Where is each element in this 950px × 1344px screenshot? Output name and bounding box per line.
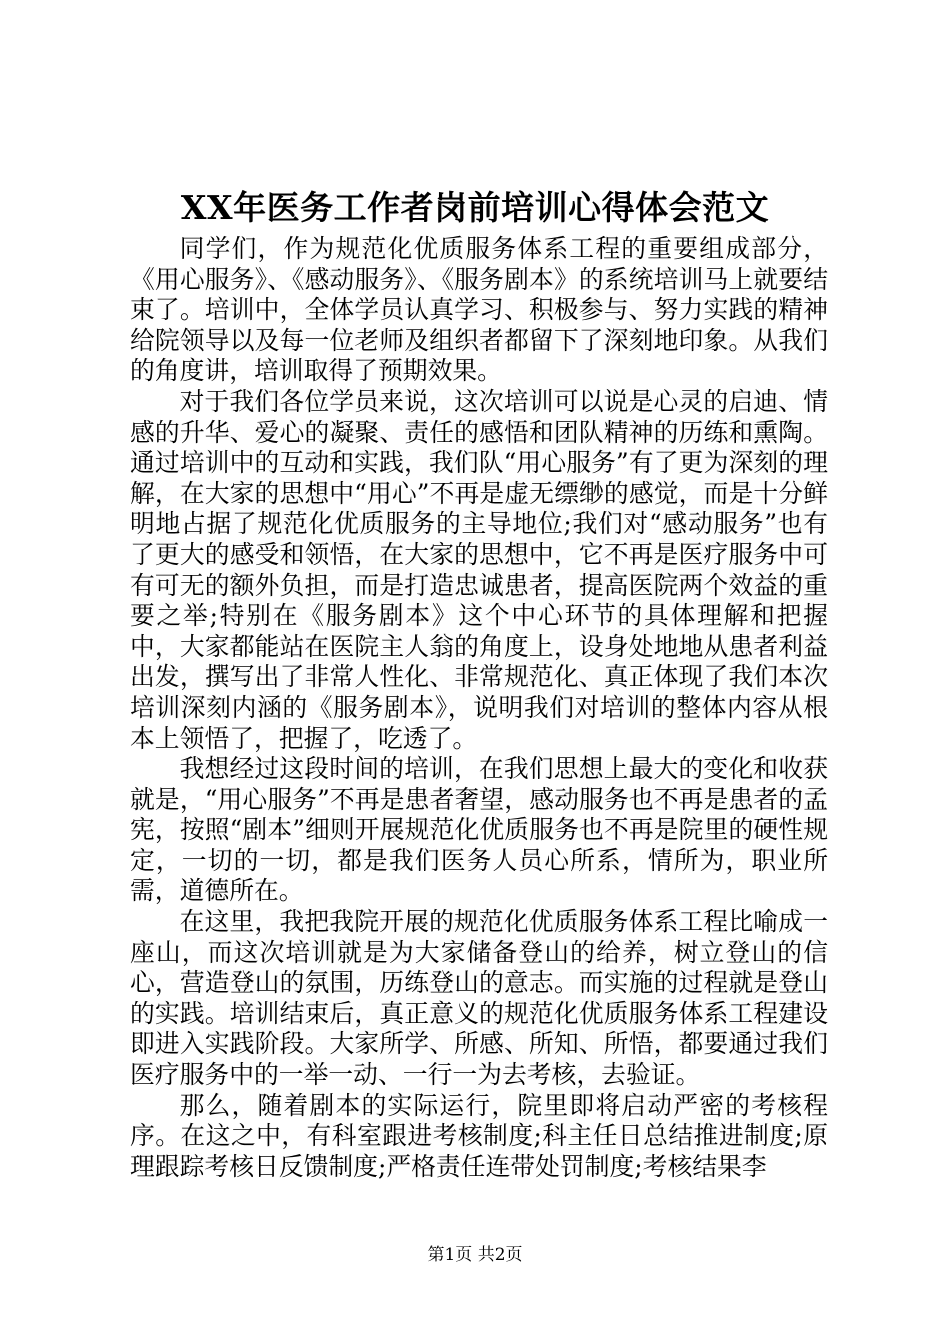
body-paragraph: 那么，随着剧本的实际运行，院里即将启动严密的考核程序。在这之中，有科室跟进考核制度;科主任日总结推进制度;原理跟踪考核日反馈制度;严格责任连带处罚制度;考核结果李 [130,1090,828,1181]
body-paragraph: 同学们，作为规范化优质服务体系工程的重要组成部分，《用心服务》、《感动服务》、《服务剧本》的系统培训马上就要结束了。培训中，全体学员认真学习、积极参与、努力实践的精神给院领导以及每一位老师及组织者都留下了深刻地印象。从我们的角度讲，培训取得了预期效果。 [130,234,828,386]
body-paragraph: 对于我们各位学员来说，这次培训可以说是心灵的启迪、情感的升华、爱心的凝聚、责任的感悟和团队精神的历练和熏陶。通过培训中的互动和实践，我们队“用心服务”有了更为深刻的理解，在大家的思想中“用心”不再是虚无缥缈的感觉，而是十分鲜明地占据了规范化优质服务的主导地位;我们对“感动服务”也有了更大的感受和领悟，在大家的思想中，它不再是医疗服务中可有可无的额外负担，而是打造忠诚患者，提高医院两个效益的重要之举;特别在《服务剧本》这个中心环节的具体理解和把握中，大家都能站在医院主人翁的角度上，设身处地地从患者利益出发，撰写出了非常人性化、非常规范化、真正体现了我们本次培训深刻内涵的《服务剧本》，说明我们对培训的整体内容从根本上领悟了，把握了，吃透了。 [130,386,828,753]
document-body [130,234,828,1182]
page-number-footer: 第1页 共2页 [427,1245,523,1265]
document-title: XX年医务工作者岗前培训心得体会范文 [180,188,770,227]
body-paragraph: 我想经过这段时间的培训，在我们思想上最大的变化和收获就是，“用心服务”不再是患者奢望，感动服务也不再是患者的孟宪，按照“剧本”细则开展规范化优质服务也不再是院里的硬性规定，一切的一切，都是我们医务人员心所系，情所为，职业所需，道德所在。 [130,754,828,906]
body-paragraph: 在这里，我把我院开展的规范化优质服务体系工程比喻成一座山，而这次培训就是为大家储备登山的给养，树立登山的信心，营造登山的氛围，历练登山的意志。而实施的过程就是登山的实践。培训结束后，真正意义的规范化优质服务体系工程建设即进入实践阶段。大家所学、所感、所知、所悟，都要通过我们医疗服务中的一举一动、一行一为去考核，去验证。 [130,907,828,1090]
